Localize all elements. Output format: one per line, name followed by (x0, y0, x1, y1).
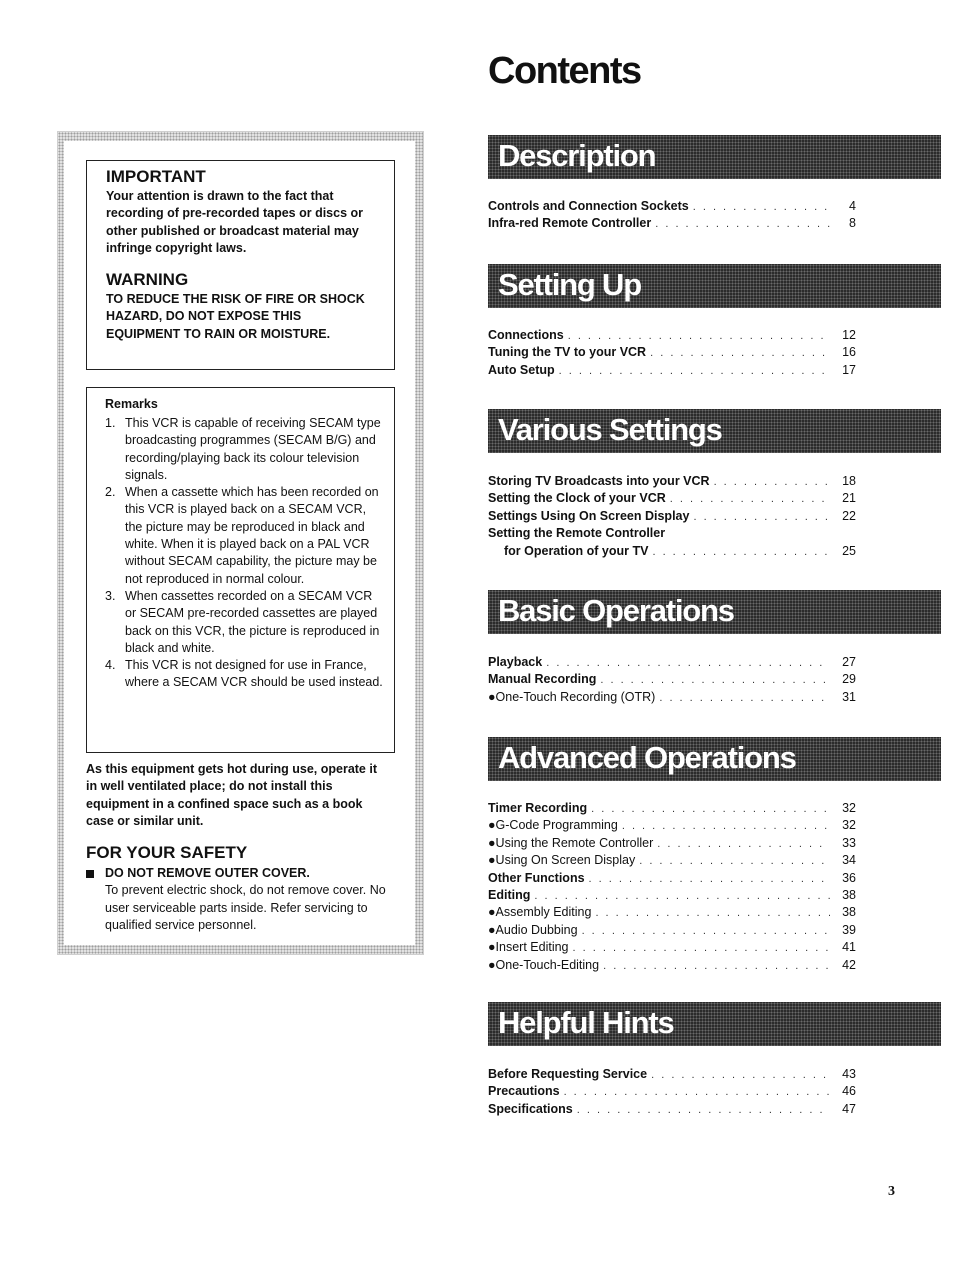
toc-entry-label: Setting the Clock of your VCR (488, 491, 666, 506)
leader-dots (582, 923, 830, 940)
toc-entry (488, 671, 856, 688)
section-title: Basic Operations (498, 593, 734, 628)
section-banner-various-settings (488, 409, 941, 453)
toc-list-description (488, 198, 856, 233)
leader-dots (573, 940, 830, 957)
toc-entry-page: 22 (842, 508, 856, 523)
square-bullet-icon (86, 870, 94, 878)
toc-entry-page: 46 (842, 1084, 856, 1099)
toc-entry (488, 198, 856, 215)
remark-item (105, 588, 384, 657)
toc-list-advanced-operations (488, 800, 856, 974)
toc-entry-page: 32 (842, 801, 856, 815)
leader-dots (622, 818, 830, 835)
leader-dots (659, 690, 830, 707)
toc-entry (488, 835, 856, 852)
toc-entry-page: 27 (842, 655, 856, 669)
toc-entry (488, 508, 856, 525)
toc-entry-page: 42 (842, 957, 856, 972)
leader-dots (651, 1067, 830, 1084)
toc-entry-label: Controls and Connection Sockets (488, 199, 689, 213)
safety-heading: FOR YOUR SAFETY (86, 843, 248, 862)
toc-entry-label: Settings Using On Screen Display (488, 508, 690, 523)
toc-entry (488, 939, 856, 956)
toc-entry-page: 41 (842, 940, 856, 955)
section-banner-advanced-operations (488, 737, 941, 781)
toc-entry-label: Manual Recording (488, 672, 597, 687)
toc-entry (488, 1101, 856, 1118)
toc-list-various-settings (488, 473, 856, 560)
toc-list-helpful-hints (488, 1066, 856, 1118)
toc-entry-page: 38 (842, 905, 856, 920)
toc-entry-page: 21 (842, 491, 856, 506)
toc-entry-label: Specifications (488, 1101, 573, 1116)
toc-entry-page: 38 (842, 887, 856, 902)
leader-dots (589, 871, 830, 888)
toc-entry (488, 922, 856, 939)
toc-entry-label: Connections (488, 328, 564, 342)
toc-entry (488, 362, 856, 379)
section-banner-description (488, 135, 941, 179)
safety-item-text: To prevent electric shock, do not remove cover. No user serviceable parts inside. Refer servicing to qualified service personnel. (105, 883, 386, 932)
toc-entry-label: ●Audio Dubbing (488, 922, 578, 937)
toc-entry (488, 817, 856, 834)
leader-dots (603, 958, 830, 975)
leader-dots (568, 328, 830, 345)
leader-dots (652, 544, 830, 561)
remark-number: 4. (105, 658, 116, 673)
toc-entry (488, 473, 856, 490)
section-banner-setting-up (488, 264, 941, 308)
toc-entry (488, 852, 856, 869)
section-banner-helpful-hints (488, 1002, 941, 1046)
toc-entry (488, 800, 856, 817)
toc-entry (488, 887, 856, 904)
toc-entry-label: for Operation of your TV (504, 543, 649, 558)
toc-entry-page: 29 (842, 672, 856, 687)
remark-number: 2. (105, 485, 116, 500)
toc-entry-label: Editing (488, 887, 531, 902)
toc-entry-page: 25 (842, 543, 856, 558)
toc-entry-page: 12 (842, 328, 856, 342)
important-heading: IMPORTANT (106, 167, 206, 186)
remarks-box (86, 387, 395, 753)
leader-dots (650, 345, 830, 362)
leader-dots (714, 474, 830, 491)
section-title: Description (498, 138, 656, 173)
remark-item (105, 415, 384, 484)
toc-entry-label: ●G-Code Programming (488, 818, 618, 833)
remark-text: This VCR is not designed for use in France, where a SECAM VCR should be used instead. (125, 658, 383, 690)
toc-entry-page: 32 (842, 818, 856, 833)
safety-item (86, 865, 396, 934)
toc-entry (488, 904, 856, 921)
section-title: Helpful Hints (498, 1005, 674, 1040)
toc-entry-label: ●Using the Remote Controller (488, 835, 654, 850)
toc-entry-page: 17 (842, 362, 856, 377)
remark-item (105, 657, 384, 692)
important-text: Your attention is drawn to the fact that recording of pre-recorded tapes or discs or other published or broadcast material may infringe copyright laws. (106, 189, 364, 255)
leader-dots (657, 836, 830, 853)
toc-entry-label: ●Using On Screen Display (488, 853, 636, 868)
toc-entry-page: 18 (842, 474, 856, 488)
toc-entry (488, 1066, 856, 1083)
toc-entry-label: Timer Recording (488, 801, 588, 815)
toc-entry-page: 47 (842, 1101, 856, 1116)
page-title: Contents (488, 50, 641, 92)
remark-text: When cassettes recorded on a SECAM VCR or SECAM pre-recorded cassettes are played back on this VCR, the picture is reproduced in black and white. (125, 588, 380, 655)
leader-dots (591, 801, 830, 818)
leader-dots (655, 216, 830, 233)
toc-entry-label: Other Functions (488, 870, 585, 885)
toc-entry (488, 215, 856, 232)
warning-text: TO REDUCE THE RISK OF FIRE OR SHOCK HAZARD, DO NOT EXPOSE THIS EQUIPMENT TO RAIN OR MOISTURE. (106, 292, 365, 341)
leader-dots (600, 672, 830, 689)
section-banner-basic-operations (488, 590, 941, 634)
toc-entry-page: 34 (842, 853, 856, 868)
toc-entry-page: 33 (842, 835, 856, 850)
section-title: Various Settings (498, 412, 722, 447)
toc-entry-label: ●Insert Editing (488, 940, 569, 955)
remark-item (105, 484, 384, 588)
toc-entry-label: Infra-red Remote Controller (488, 216, 652, 231)
toc-entry (488, 957, 856, 974)
toc-list-setting-up (488, 327, 856, 379)
warning-heading: WARNING (106, 270, 189, 290)
toc-entry-page: 16 (842, 345, 856, 360)
leader-dots (559, 363, 830, 380)
remarks-heading: Remarks (105, 397, 158, 411)
toc-entry (488, 327, 856, 344)
toc-entry-label: ●Assembly Editing (488, 905, 592, 920)
section-title: Setting Up (498, 267, 641, 302)
toc-entry-label: Setting the Remote Controller (488, 526, 666, 541)
toc-entry-label: Storing TV Broadcasts into your VCR (488, 474, 710, 488)
toc-entry-page: 8 (849, 216, 856, 231)
safety-item-heading: DO NOT REMOVE OUTER COVER. (105, 866, 310, 880)
toc-entry (488, 654, 856, 671)
toc-entry-label: Playback (488, 655, 543, 669)
toc-entry (488, 344, 856, 361)
leader-dots (670, 491, 830, 508)
ventilation-notice: As this equipment gets hot during use, operate it in well ventilated place; do not install this equipment in a confined space such as a book case or similar unit. (86, 762, 377, 828)
leader-dots (595, 905, 830, 922)
remark-text: When a cassette which has been recorded on this VCR is played back on a SECAM VCR, the picture may be reproduced in black and white. When it is played back on a PAL VCR without SECAM capability, the picture may be not reproduced in normal colour. (125, 485, 379, 586)
toc-entry-label: Before Requesting Service (488, 1067, 648, 1081)
toc-entry-page: 31 (842, 689, 856, 704)
remark-number: 3. (105, 588, 116, 603)
toc-list-basic-operations (488, 654, 856, 706)
important-warning-box (86, 160, 395, 370)
leader-dots (546, 655, 830, 672)
remarks-list (105, 415, 384, 692)
toc-entry (488, 870, 856, 887)
toc-entry (488, 525, 856, 542)
leader-dots (693, 509, 830, 526)
leader-dots (639, 853, 830, 870)
toc-entry (488, 689, 856, 706)
section-title: Advanced Operations (498, 740, 796, 775)
toc-entry-label: Tuning the TV to your VCR (488, 345, 647, 360)
leader-dots (564, 1084, 830, 1101)
toc-entry-page: 36 (842, 870, 856, 885)
toc-entry (488, 543, 856, 560)
remark-number: 1. (105, 416, 116, 430)
toc-entry-label: ●One-Touch-Editing (488, 957, 600, 972)
toc-entry-label: ●One-Touch Recording (OTR) (488, 689, 656, 704)
toc-entry-label: Auto Setup (488, 362, 555, 377)
leader-dots (577, 1102, 830, 1119)
toc-entry (488, 490, 856, 507)
toc-entry-page: 4 (849, 199, 856, 213)
leader-dots (534, 888, 830, 905)
toc-entry-page: 39 (842, 922, 856, 937)
page-number: 3 (888, 1184, 895, 1199)
toc-entry-page: 43 (842, 1067, 856, 1081)
remark-text: This VCR is capable of receiving SECAM type broadcasting programmes (SECAM B/G) and recording/playing back its colour television signals. (125, 416, 381, 482)
toc-entry-label: Precautions (488, 1084, 560, 1099)
toc-entry (488, 1083, 856, 1100)
leader-dots (693, 199, 830, 216)
